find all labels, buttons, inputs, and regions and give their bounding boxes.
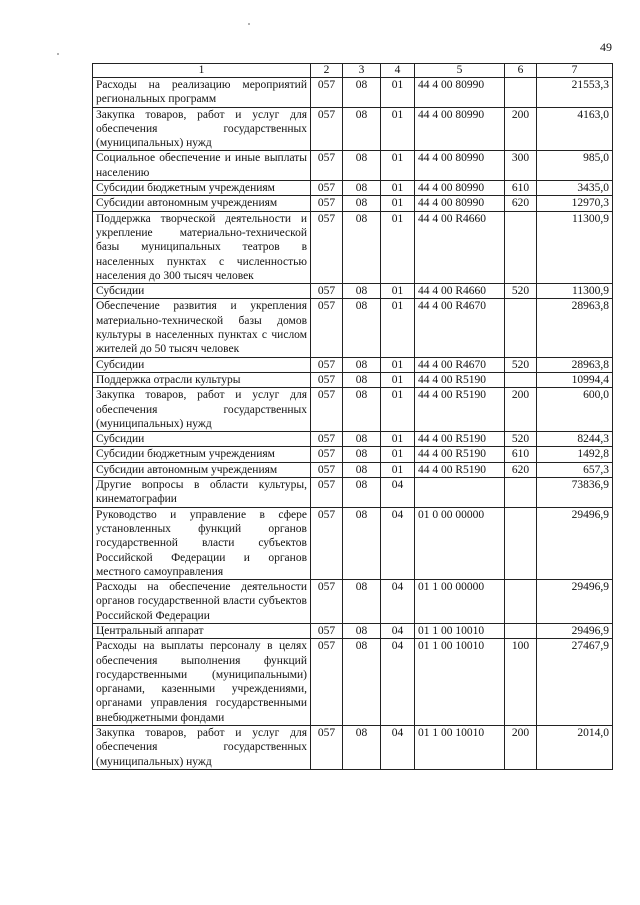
row-pr-cell: 01 bbox=[381, 151, 415, 181]
row-name-cell: Субсидии автономным учреждениям bbox=[93, 196, 311, 211]
row-sum-cell: 29496,9 bbox=[537, 623, 613, 638]
row-pr-cell: 01 bbox=[381, 284, 415, 299]
row-ved-cell: 057 bbox=[311, 299, 343, 357]
row-vr-cell: 620 bbox=[505, 462, 537, 477]
row-pr-cell: 04 bbox=[381, 580, 415, 624]
row-name-cell: Закупка товаров, работ и услуг для обеспечения государственных (муниципальных) нужд bbox=[93, 388, 311, 432]
row-pr-cell: 01 bbox=[381, 299, 415, 357]
table-row bbox=[93, 447, 613, 462]
row-name-cell: Закупка товаров, работ и услуг для обеспечения государственных (муниципальных) нужд bbox=[93, 726, 311, 770]
row-ved-cell: 057 bbox=[311, 623, 343, 638]
row-pr-cell: 01 bbox=[381, 357, 415, 372]
row-ved-cell: 057 bbox=[311, 478, 343, 508]
row-csr-cell: 01 1 00 10010 bbox=[415, 623, 505, 638]
row-sum-cell: 73836,9 bbox=[537, 478, 613, 508]
row-vr-cell bbox=[505, 623, 537, 638]
table-row bbox=[93, 388, 613, 432]
row-name-cell: Центральный аппарат bbox=[93, 623, 311, 638]
header-cell: 5 bbox=[415, 64, 505, 78]
scan-speck bbox=[248, 23, 250, 25]
row-rz-cell: 08 bbox=[343, 388, 381, 432]
row-sum-cell: 3435,0 bbox=[537, 181, 613, 196]
row-name-cell: Закупка товаров, работ и услуг для обеспечения государственных (муниципальных) нужд bbox=[93, 107, 311, 151]
budget-table bbox=[92, 63, 613, 770]
row-sum-cell: 10994,4 bbox=[537, 372, 613, 387]
row-vr-cell: 610 bbox=[505, 181, 537, 196]
table-body bbox=[93, 78, 613, 770]
row-sum-cell: 2014,0 bbox=[537, 726, 613, 770]
header-cell: 7 bbox=[537, 64, 613, 78]
row-sum-cell: 657,3 bbox=[537, 462, 613, 477]
table-row bbox=[93, 726, 613, 770]
row-rz-cell: 08 bbox=[343, 78, 381, 108]
row-rz-cell: 08 bbox=[343, 478, 381, 508]
row-csr-cell: 01 1 00 00000 bbox=[415, 580, 505, 624]
row-csr-cell: 01 1 00 10010 bbox=[415, 639, 505, 726]
row-sum-cell: 21553,3 bbox=[537, 78, 613, 108]
row-csr-cell: 44 4 00 R5190 bbox=[415, 388, 505, 432]
row-vr-cell: 100 bbox=[505, 639, 537, 726]
row-name-cell: Поддержка творческой деятельности и укрепление материально-технической базы муниципальных театров в населенных пунктах с численностью населения до 300 тысяч человек bbox=[93, 211, 311, 283]
row-vr-cell bbox=[505, 580, 537, 624]
table-row bbox=[93, 299, 613, 357]
row-sum-cell: 8244,3 bbox=[537, 432, 613, 447]
row-ved-cell: 057 bbox=[311, 462, 343, 477]
table-row bbox=[93, 284, 613, 299]
row-rz-cell: 08 bbox=[343, 151, 381, 181]
table-row bbox=[93, 181, 613, 196]
row-pr-cell: 01 bbox=[381, 447, 415, 462]
header-cell: 6 bbox=[505, 64, 537, 78]
row-csr-cell bbox=[415, 478, 505, 508]
row-ved-cell: 057 bbox=[311, 726, 343, 770]
row-name-cell: Социальное обеспечение и иные выплаты населению bbox=[93, 151, 311, 181]
table-row bbox=[93, 357, 613, 372]
scan-speck bbox=[57, 53, 59, 55]
row-sum-cell: 4163,0 bbox=[537, 107, 613, 151]
row-rz-cell: 08 bbox=[343, 299, 381, 357]
row-rz-cell: 08 bbox=[343, 211, 381, 283]
row-rz-cell: 08 bbox=[343, 284, 381, 299]
row-sum-cell: 11300,9 bbox=[537, 284, 613, 299]
row-rz-cell: 08 bbox=[343, 107, 381, 151]
row-name-cell: Обеспечение развития и укрепления материально-технической базы домов культуры в населенных пунктах с числом жителей до 50 тысяч человек bbox=[93, 299, 311, 357]
row-csr-cell: 44 4 00 R5190 bbox=[415, 432, 505, 447]
row-pr-cell: 04 bbox=[381, 726, 415, 770]
row-name-cell: Расходы на выплаты персоналу в целях обеспечения выполнения функций государственными (муниципальными) органами, казенными учреждениями, органами управления государственными внебюджетными фондами bbox=[93, 639, 311, 726]
row-pr-cell: 04 bbox=[381, 507, 415, 579]
row-name-cell: Субсидии bbox=[93, 432, 311, 447]
row-rz-cell: 08 bbox=[343, 462, 381, 477]
table-row bbox=[93, 462, 613, 477]
row-vr-cell bbox=[505, 78, 537, 108]
row-name-cell: Субсидии bbox=[93, 357, 311, 372]
table-row bbox=[93, 580, 613, 624]
table-row bbox=[93, 196, 613, 211]
row-sum-cell: 11300,9 bbox=[537, 211, 613, 283]
row-ved-cell: 057 bbox=[311, 284, 343, 299]
row-pr-cell: 01 bbox=[381, 181, 415, 196]
row-pr-cell: 01 bbox=[381, 372, 415, 387]
header-cell: 2 bbox=[311, 64, 343, 78]
row-csr-cell: 44 4 00 R4670 bbox=[415, 357, 505, 372]
row-ved-cell: 057 bbox=[311, 432, 343, 447]
row-rz-cell: 08 bbox=[343, 447, 381, 462]
row-name-cell: Расходы на реализацию мероприятий региональных программ bbox=[93, 78, 311, 108]
row-vr-cell: 200 bbox=[505, 726, 537, 770]
row-vr-cell: 300 bbox=[505, 151, 537, 181]
row-pr-cell: 04 bbox=[381, 639, 415, 726]
row-rz-cell: 08 bbox=[343, 372, 381, 387]
row-csr-cell: 01 1 00 10010 bbox=[415, 726, 505, 770]
row-sum-cell: 12970,3 bbox=[537, 196, 613, 211]
header-row bbox=[93, 64, 613, 78]
row-vr-cell bbox=[505, 372, 537, 387]
row-ved-cell: 057 bbox=[311, 447, 343, 462]
row-sum-cell: 28963,8 bbox=[537, 357, 613, 372]
row-csr-cell: 44 4 00 R4670 bbox=[415, 299, 505, 357]
row-csr-cell: 44 4 00 R5190 bbox=[415, 447, 505, 462]
row-sum-cell: 29496,9 bbox=[537, 507, 613, 579]
row-pr-cell: 01 bbox=[381, 388, 415, 432]
row-csr-cell: 44 4 00 80990 bbox=[415, 196, 505, 211]
row-vr-cell bbox=[505, 211, 537, 283]
row-csr-cell: 44 4 00 R4660 bbox=[415, 211, 505, 283]
row-pr-cell: 01 bbox=[381, 462, 415, 477]
row-rz-cell: 08 bbox=[343, 357, 381, 372]
row-rz-cell: 08 bbox=[343, 181, 381, 196]
page-number: 49 bbox=[600, 40, 612, 54]
row-vr-cell bbox=[505, 478, 537, 508]
row-sum-cell: 985,0 bbox=[537, 151, 613, 181]
row-ved-cell: 057 bbox=[311, 639, 343, 726]
row-name-cell: Субсидии bbox=[93, 284, 311, 299]
row-vr-cell: 520 bbox=[505, 284, 537, 299]
row-csr-cell: 44 4 00 R5190 bbox=[415, 462, 505, 477]
row-name-cell: Руководство и управление в сфере установленных функций органов государственной власти субъектов Российской Федерации и органов местного самоуправления bbox=[93, 507, 311, 579]
table-row bbox=[93, 151, 613, 181]
row-ved-cell: 057 bbox=[311, 388, 343, 432]
table-row bbox=[93, 623, 613, 638]
row-vr-cell bbox=[505, 507, 537, 579]
header-cell: 3 bbox=[343, 64, 381, 78]
row-csr-cell: 44 4 00 80990 bbox=[415, 107, 505, 151]
row-csr-cell: 44 4 00 80990 bbox=[415, 151, 505, 181]
row-ved-cell: 057 bbox=[311, 211, 343, 283]
row-vr-cell: 520 bbox=[505, 432, 537, 447]
row-rz-cell: 08 bbox=[343, 507, 381, 579]
row-vr-cell: 200 bbox=[505, 107, 537, 151]
row-pr-cell: 01 bbox=[381, 78, 415, 108]
row-ved-cell: 057 bbox=[311, 151, 343, 181]
row-ved-cell: 057 bbox=[311, 107, 343, 151]
row-name-cell: Субсидии автономным учреждениям bbox=[93, 462, 311, 477]
row-vr-cell: 200 bbox=[505, 388, 537, 432]
row-pr-cell: 01 bbox=[381, 196, 415, 211]
row-name-cell: Поддержка отрасли культуры bbox=[93, 372, 311, 387]
row-rz-cell: 08 bbox=[343, 639, 381, 726]
table-row bbox=[93, 507, 613, 579]
row-csr-cell: 44 4 00 R5190 bbox=[415, 372, 505, 387]
row-name-cell: Субсидии бюджетным учреждениям bbox=[93, 181, 311, 196]
row-vr-cell: 520 bbox=[505, 357, 537, 372]
header-cell: 1 bbox=[93, 64, 311, 78]
table-row bbox=[93, 107, 613, 151]
row-name-cell: Другие вопросы в области культуры, кинематографии bbox=[93, 478, 311, 508]
row-vr-cell: 620 bbox=[505, 196, 537, 211]
table-row bbox=[93, 432, 613, 447]
row-sum-cell: 1492,8 bbox=[537, 447, 613, 462]
table-row bbox=[93, 478, 613, 508]
table-row bbox=[93, 639, 613, 726]
row-pr-cell: 04 bbox=[381, 623, 415, 638]
row-ved-cell: 057 bbox=[311, 507, 343, 579]
table-row bbox=[93, 78, 613, 108]
row-ved-cell: 057 bbox=[311, 181, 343, 196]
row-ved-cell: 057 bbox=[311, 357, 343, 372]
row-pr-cell: 01 bbox=[381, 432, 415, 447]
row-ved-cell: 057 bbox=[311, 580, 343, 624]
row-pr-cell: 04 bbox=[381, 478, 415, 508]
row-name-cell: Субсидии бюджетным учреждениям bbox=[93, 447, 311, 462]
row-pr-cell: 01 bbox=[381, 211, 415, 283]
header-cell: 4 bbox=[381, 64, 415, 78]
row-ved-cell: 057 bbox=[311, 78, 343, 108]
row-csr-cell: 44 4 00 80990 bbox=[415, 78, 505, 108]
row-sum-cell: 28963,8 bbox=[537, 299, 613, 357]
row-name-cell: Расходы на обеспечение деятельности органов государственной власти субъектов Российской Федерации bbox=[93, 580, 311, 624]
row-csr-cell: 44 4 00 80990 bbox=[415, 181, 505, 196]
row-ved-cell: 057 bbox=[311, 372, 343, 387]
row-vr-cell: 610 bbox=[505, 447, 537, 462]
row-rz-cell: 08 bbox=[343, 580, 381, 624]
table-row bbox=[93, 211, 613, 283]
row-rz-cell: 08 bbox=[343, 432, 381, 447]
table-row bbox=[93, 372, 613, 387]
row-csr-cell: 01 0 00 00000 bbox=[415, 507, 505, 579]
row-rz-cell: 08 bbox=[343, 623, 381, 638]
row-rz-cell: 08 bbox=[343, 726, 381, 770]
row-rz-cell: 08 bbox=[343, 196, 381, 211]
row-ved-cell: 057 bbox=[311, 196, 343, 211]
row-pr-cell: 01 bbox=[381, 107, 415, 151]
row-sum-cell: 600,0 bbox=[537, 388, 613, 432]
row-sum-cell: 29496,9 bbox=[537, 580, 613, 624]
row-sum-cell: 27467,9 bbox=[537, 639, 613, 726]
row-csr-cell: 44 4 00 R4660 bbox=[415, 284, 505, 299]
row-vr-cell bbox=[505, 299, 537, 357]
